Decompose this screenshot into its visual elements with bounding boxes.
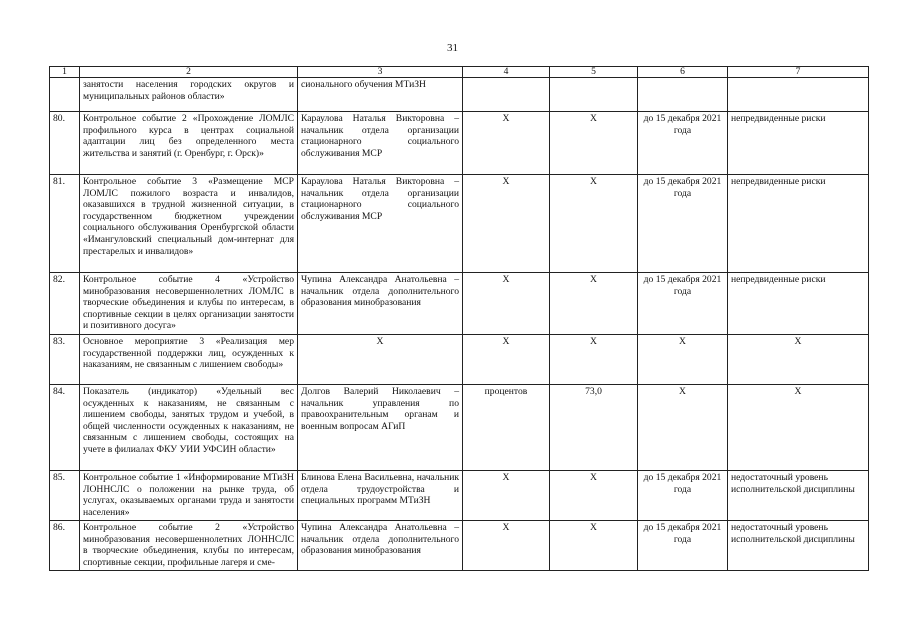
row-number: 85. (50, 471, 80, 521)
deadline-cell: до 15 декабря 2021 года (638, 112, 728, 175)
row-number: 84. (50, 385, 80, 471)
responsible: X (298, 335, 463, 385)
value-cell: X (550, 273, 638, 335)
deadline-cell: до 15 декабря 2021 года (638, 273, 728, 335)
event-name: Контрольное событие 2 «Прохождение ЛОМЛС профильного курса в центрах социальной адаптации лиц без определенного места жительства и занятий (г. Оренбург, г. Орск)» (80, 112, 298, 175)
event-name: занятости населения городских округов и муниципальных районов области» (80, 78, 298, 112)
event-name: Основное мероприятие 3 «Реализация мер государственной поддержки лиц, осужденных к наказаниям, не связанным с лишением свободы» (80, 335, 298, 385)
table-row (50, 78, 869, 112)
event-name: Контрольное событие 4 «Устройство минобразования несовершеннолетних ЛОМЛС в творческие объединения и клубы по интересам, в спортивные секции в целях организации занятости и позитивного досуга» (80, 273, 298, 335)
responsible: Чупина Александра Анатольевна – начальник отдела дополнительного образования минобразования (298, 273, 463, 335)
unit-cell: X (463, 175, 550, 273)
header-cell: 3 (298, 67, 463, 78)
responsible: Чупина Александра Анатольевна – начальник отдела дополнительного образования минобразования (298, 521, 463, 571)
responsible: Долгов Валерий Николаевич – начальник управления по правоохранительным органам и военным вопросам АГиП (298, 385, 463, 471)
page-number: 31 (447, 42, 458, 54)
deadline-cell: X (638, 385, 728, 471)
table-row (50, 273, 869, 335)
table-row (50, 112, 869, 175)
row-number: 82. (50, 273, 80, 335)
unit-cell: X (463, 335, 550, 385)
deadline-cell: X (638, 335, 728, 385)
risk-cell: X (728, 385, 869, 471)
value-cell: 73,0 (550, 385, 638, 471)
value-cell: X (550, 112, 638, 175)
header-cell: 5 (550, 67, 638, 78)
deadline-cell (638, 78, 728, 112)
table-row (50, 471, 869, 521)
table-row (50, 175, 869, 273)
unit-cell (463, 78, 550, 112)
table-row (50, 335, 869, 385)
responsible: сионального обучения МТиЗН (298, 78, 463, 112)
header-cell: 1 (50, 67, 80, 78)
value-cell: X (550, 521, 638, 571)
header-row (50, 67, 869, 78)
header-cell: 7 (728, 67, 869, 78)
event-name: Контрольное событие 1 «Информирование МТиЗН ЛОННСЛС о положении на рынке труда, об услугах, оказываемых органами труда и занятости населения» (80, 471, 298, 521)
responsible: Блинова Елена Васильевна, начальник отдела трудоустройства и специальных программ МТиЗН (298, 471, 463, 521)
risk-cell: недостаточный уровень исполнительской дисциплины (728, 521, 869, 571)
deadline-cell: до 15 декабря 2021 года (638, 521, 728, 571)
row-number: 83. (50, 335, 80, 385)
event-name: Контрольное событие 2 «Устройство минобразования несовершеннолетних ЛОННСЛС в творческие объединения, клубы по интересам, спортивные секции, профильные лагеря и сме- (80, 521, 298, 571)
risk-cell: недостаточный уровень исполнительской дисциплины (728, 471, 869, 521)
value-cell: X (550, 471, 638, 521)
responsible: Караулова Наталья Викторовна – начальник отдела организации стационарного социального обслуживания МСР (298, 175, 463, 273)
risk-cell: X (728, 335, 869, 385)
event-name: Показатель (индикатор) «Удельный вес осужденных к наказаниям, не связанным с лишением свободы, занятых трудом и учебой, в общей численности осужденных к наказаниям, не связанным с лишением свободы, состоящих на учете в филиалах ФКУ УИИ УФСИН области» (80, 385, 298, 471)
unit-cell: процентов (463, 385, 550, 471)
header-cell: 6 (638, 67, 728, 78)
deadline-cell: до 15 декабря 2021 года (638, 471, 728, 521)
row-number (50, 78, 80, 112)
deadline-cell: до 15 декабря 2021 года (638, 175, 728, 273)
header-cell: 4 (463, 67, 550, 78)
unit-cell: X (463, 471, 550, 521)
unit-cell: X (463, 521, 550, 571)
row-number: 81. (50, 175, 80, 273)
risk-cell: непредвиденные риски (728, 175, 869, 273)
table-row (50, 385, 869, 471)
data-table (49, 66, 869, 571)
value-cell: X (550, 175, 638, 273)
row-number: 86. (50, 521, 80, 571)
risk-cell (728, 78, 869, 112)
risk-cell: непредвиденные риски (728, 112, 869, 175)
event-name: Контрольное событие 3 «Размещение МСР ЛОМЛС пожилого возраста и инвалидов, оказавшихся в трудной жизненной ситуации, в государственном бюджетном учреждении социального обслуживания Оренбургской области «Имангуловский специальный дом-интернат для престарелых и инвалидов» (80, 175, 298, 273)
row-number: 80. (50, 112, 80, 175)
unit-cell: X (463, 112, 550, 175)
value-cell: X (550, 335, 638, 385)
table-row (50, 521, 869, 571)
unit-cell: X (463, 273, 550, 335)
responsible: Караулова Наталья Викторовна – начальник отдела организации стационарного социального обслуживания МСР (298, 112, 463, 175)
header-cell: 2 (80, 67, 298, 78)
risk-cell: непредвиденные риски (728, 273, 869, 335)
value-cell (550, 78, 638, 112)
